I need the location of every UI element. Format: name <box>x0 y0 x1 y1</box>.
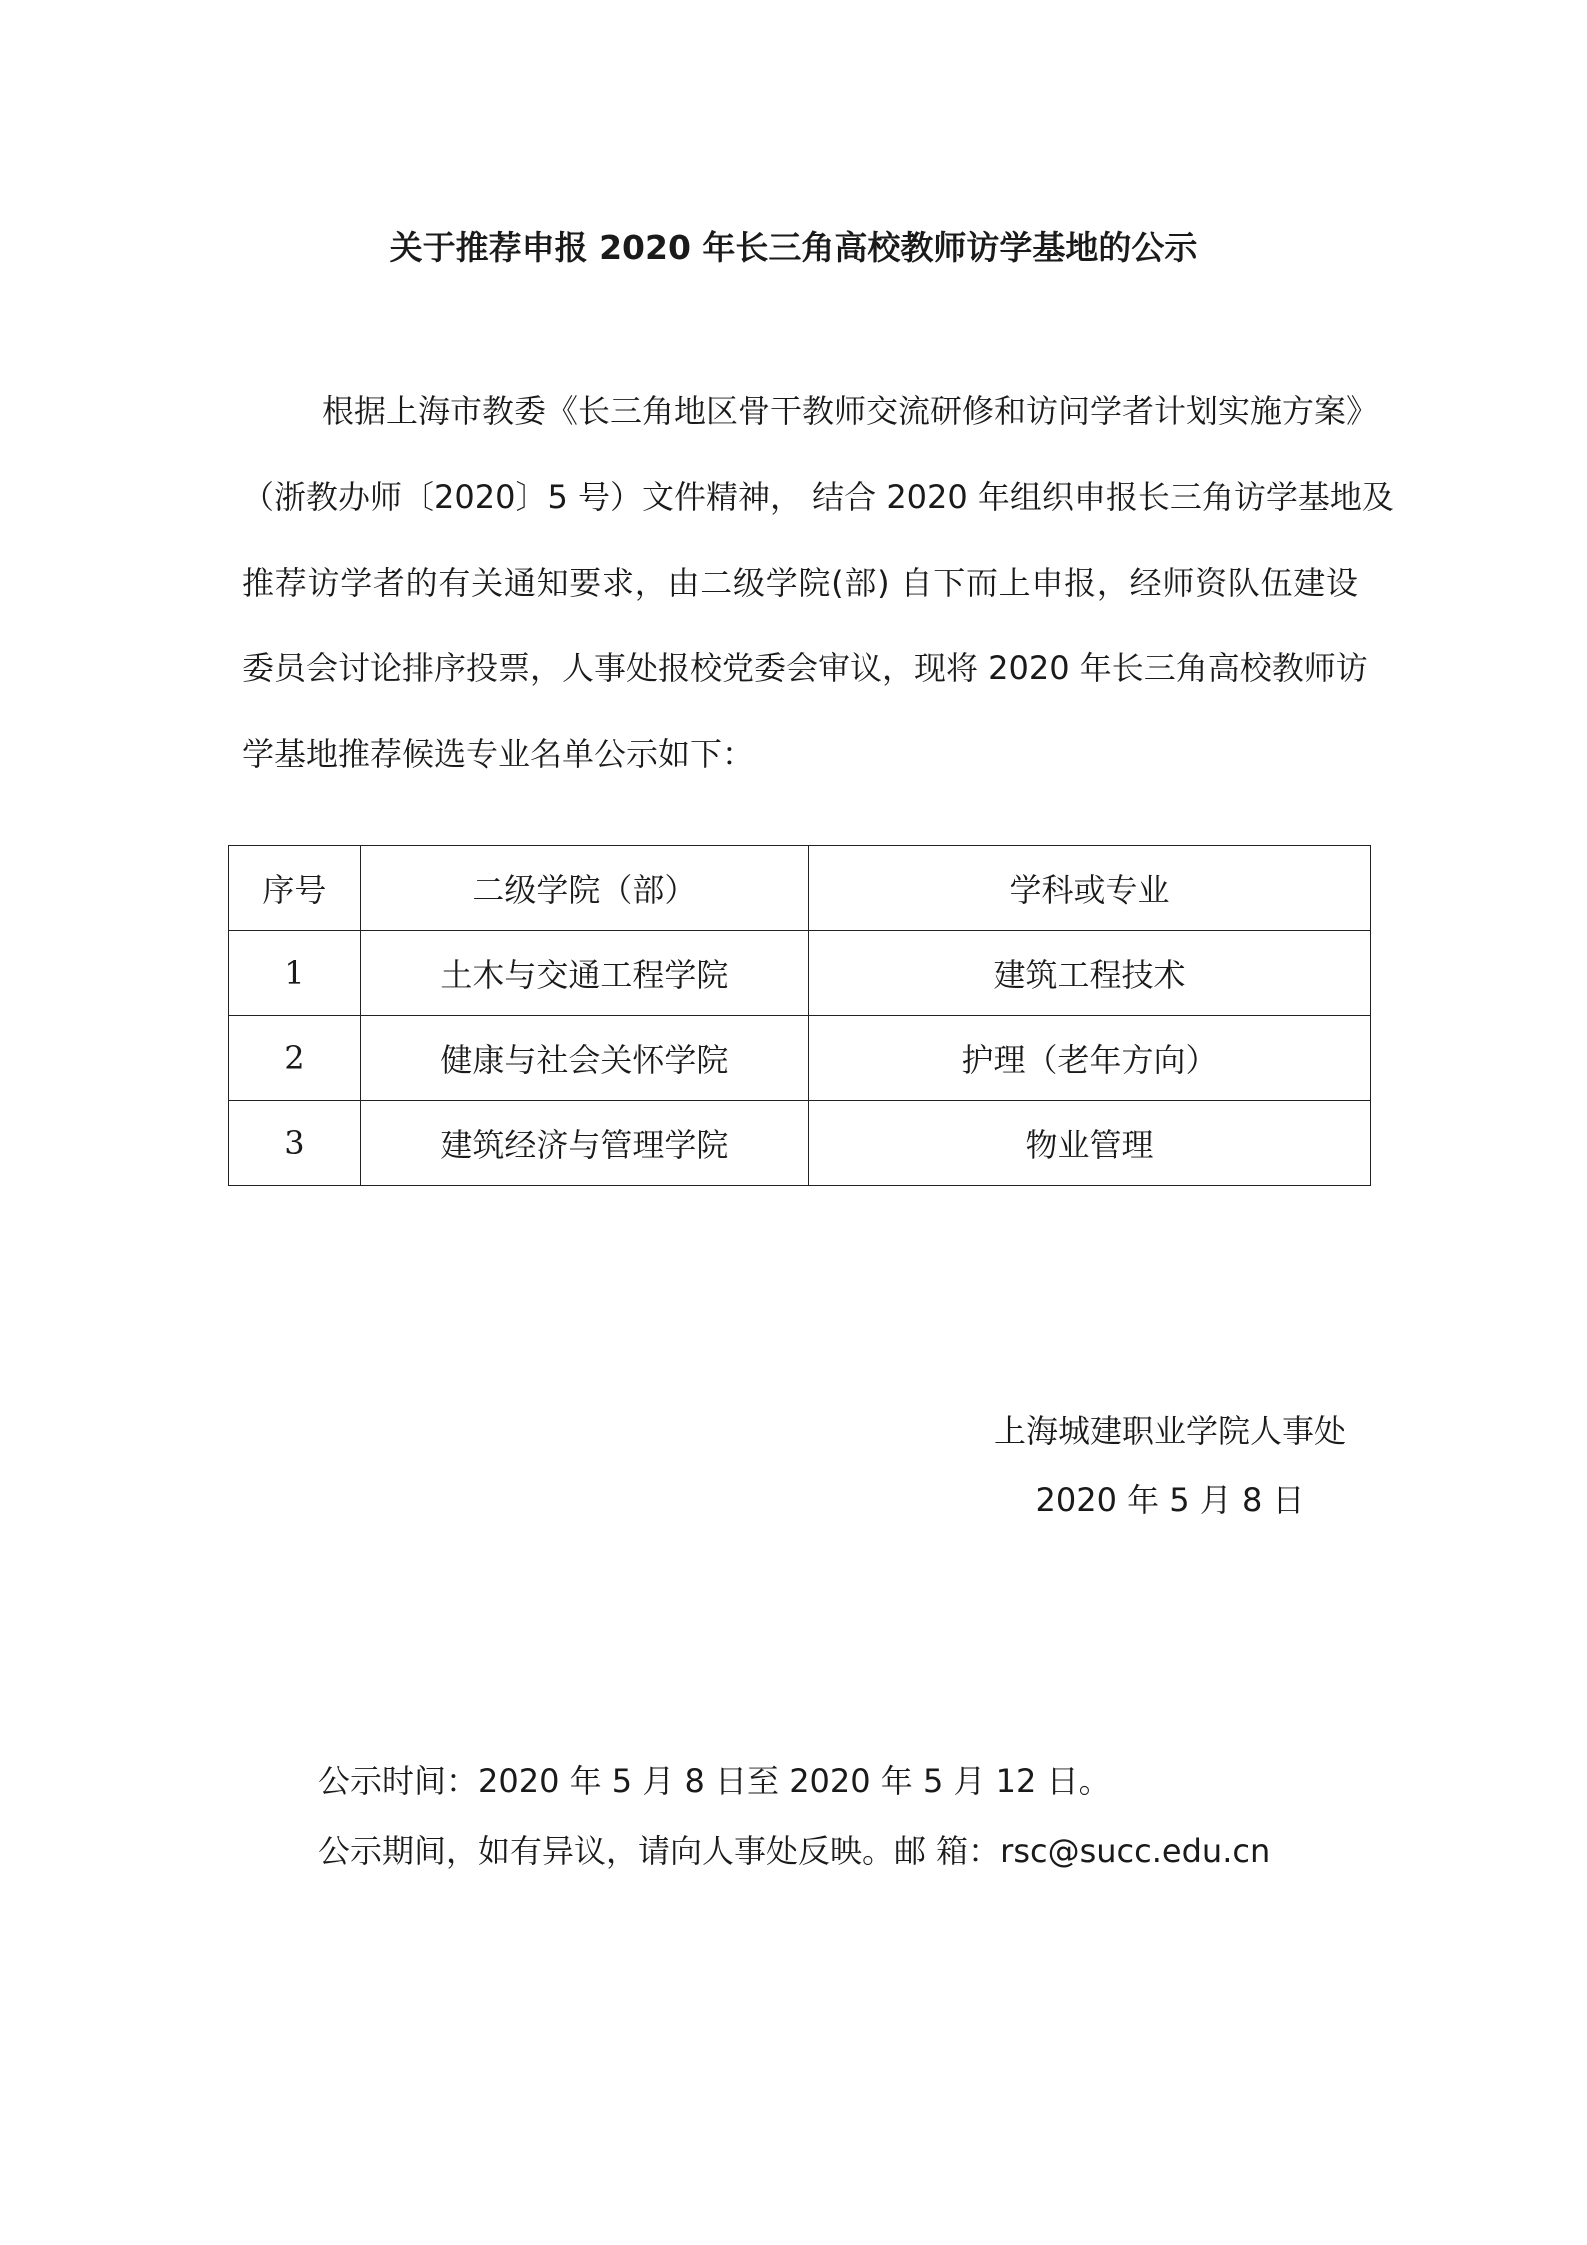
cell-college: 健康与社会关怀学院 <box>360 1016 808 1101</box>
cell-major: 护理（老年方向） <box>809 1016 1371 1101</box>
document-title: 关于推荐申报 2020 年长三角高校教师访学基地的公示 <box>389 228 1198 267</box>
paragraph-line-3: 推荐访学者的有关通知要求，由二级学院(部) 自下而上申报，经师资队伍建设 <box>242 564 1358 602</box>
publicity-period: 公示时间：2020 年 5 月 8 日至 2020 年 5 月 12 日。 <box>318 1762 1111 1800</box>
cell-major: 物业管理 <box>809 1101 1371 1186</box>
cell-index: 3 <box>229 1101 361 1186</box>
signature-organization: 上海城建职业学院人事处 <box>993 1412 1346 1450</box>
cell-college: 土木与交通工程学院 <box>360 931 808 1016</box>
cell-college: 建筑经济与管理学院 <box>360 1101 808 1186</box>
cell-index: 1 <box>229 931 361 1016</box>
candidate-table <box>228 845 1371 1186</box>
table-row <box>229 931 1371 1016</box>
paragraph-line-2: （浙教办师〔2020〕5 号）文件精神， 结合 2020 年组织申报长三角访学基地及 <box>242 478 1394 516</box>
table-header-row <box>229 846 1371 931</box>
cell-major: 建筑工程技术 <box>809 931 1371 1016</box>
contact-line: 公示期间，如有异议，请向人事处反映。邮 箱：rsc@succ.edu.cn <box>318 1832 1271 1870</box>
header-cell-index: 序号 <box>229 846 361 931</box>
paragraph-line-1: 根据上海市教委《长三角地区骨干教师交流研修和访问学者计划实施方案》 <box>322 392 1379 430</box>
table-row <box>229 1016 1371 1101</box>
signature-date: 2020 年 5 月 8 日 <box>1035 1481 1305 1519</box>
paragraph-line-5: 学基地推荐候选专业名单公示如下： <box>242 735 755 773</box>
paragraph-line-4: 委员会讨论排序投票，人事处报校党委会审议，现将 2020 年长三角高校教师访 <box>242 649 1368 687</box>
header-cell-major: 学科或专业 <box>809 846 1371 931</box>
table-row <box>229 1101 1371 1186</box>
cell-index: 2 <box>229 1016 361 1101</box>
header-cell-college: 二级学院（部） <box>360 846 808 931</box>
